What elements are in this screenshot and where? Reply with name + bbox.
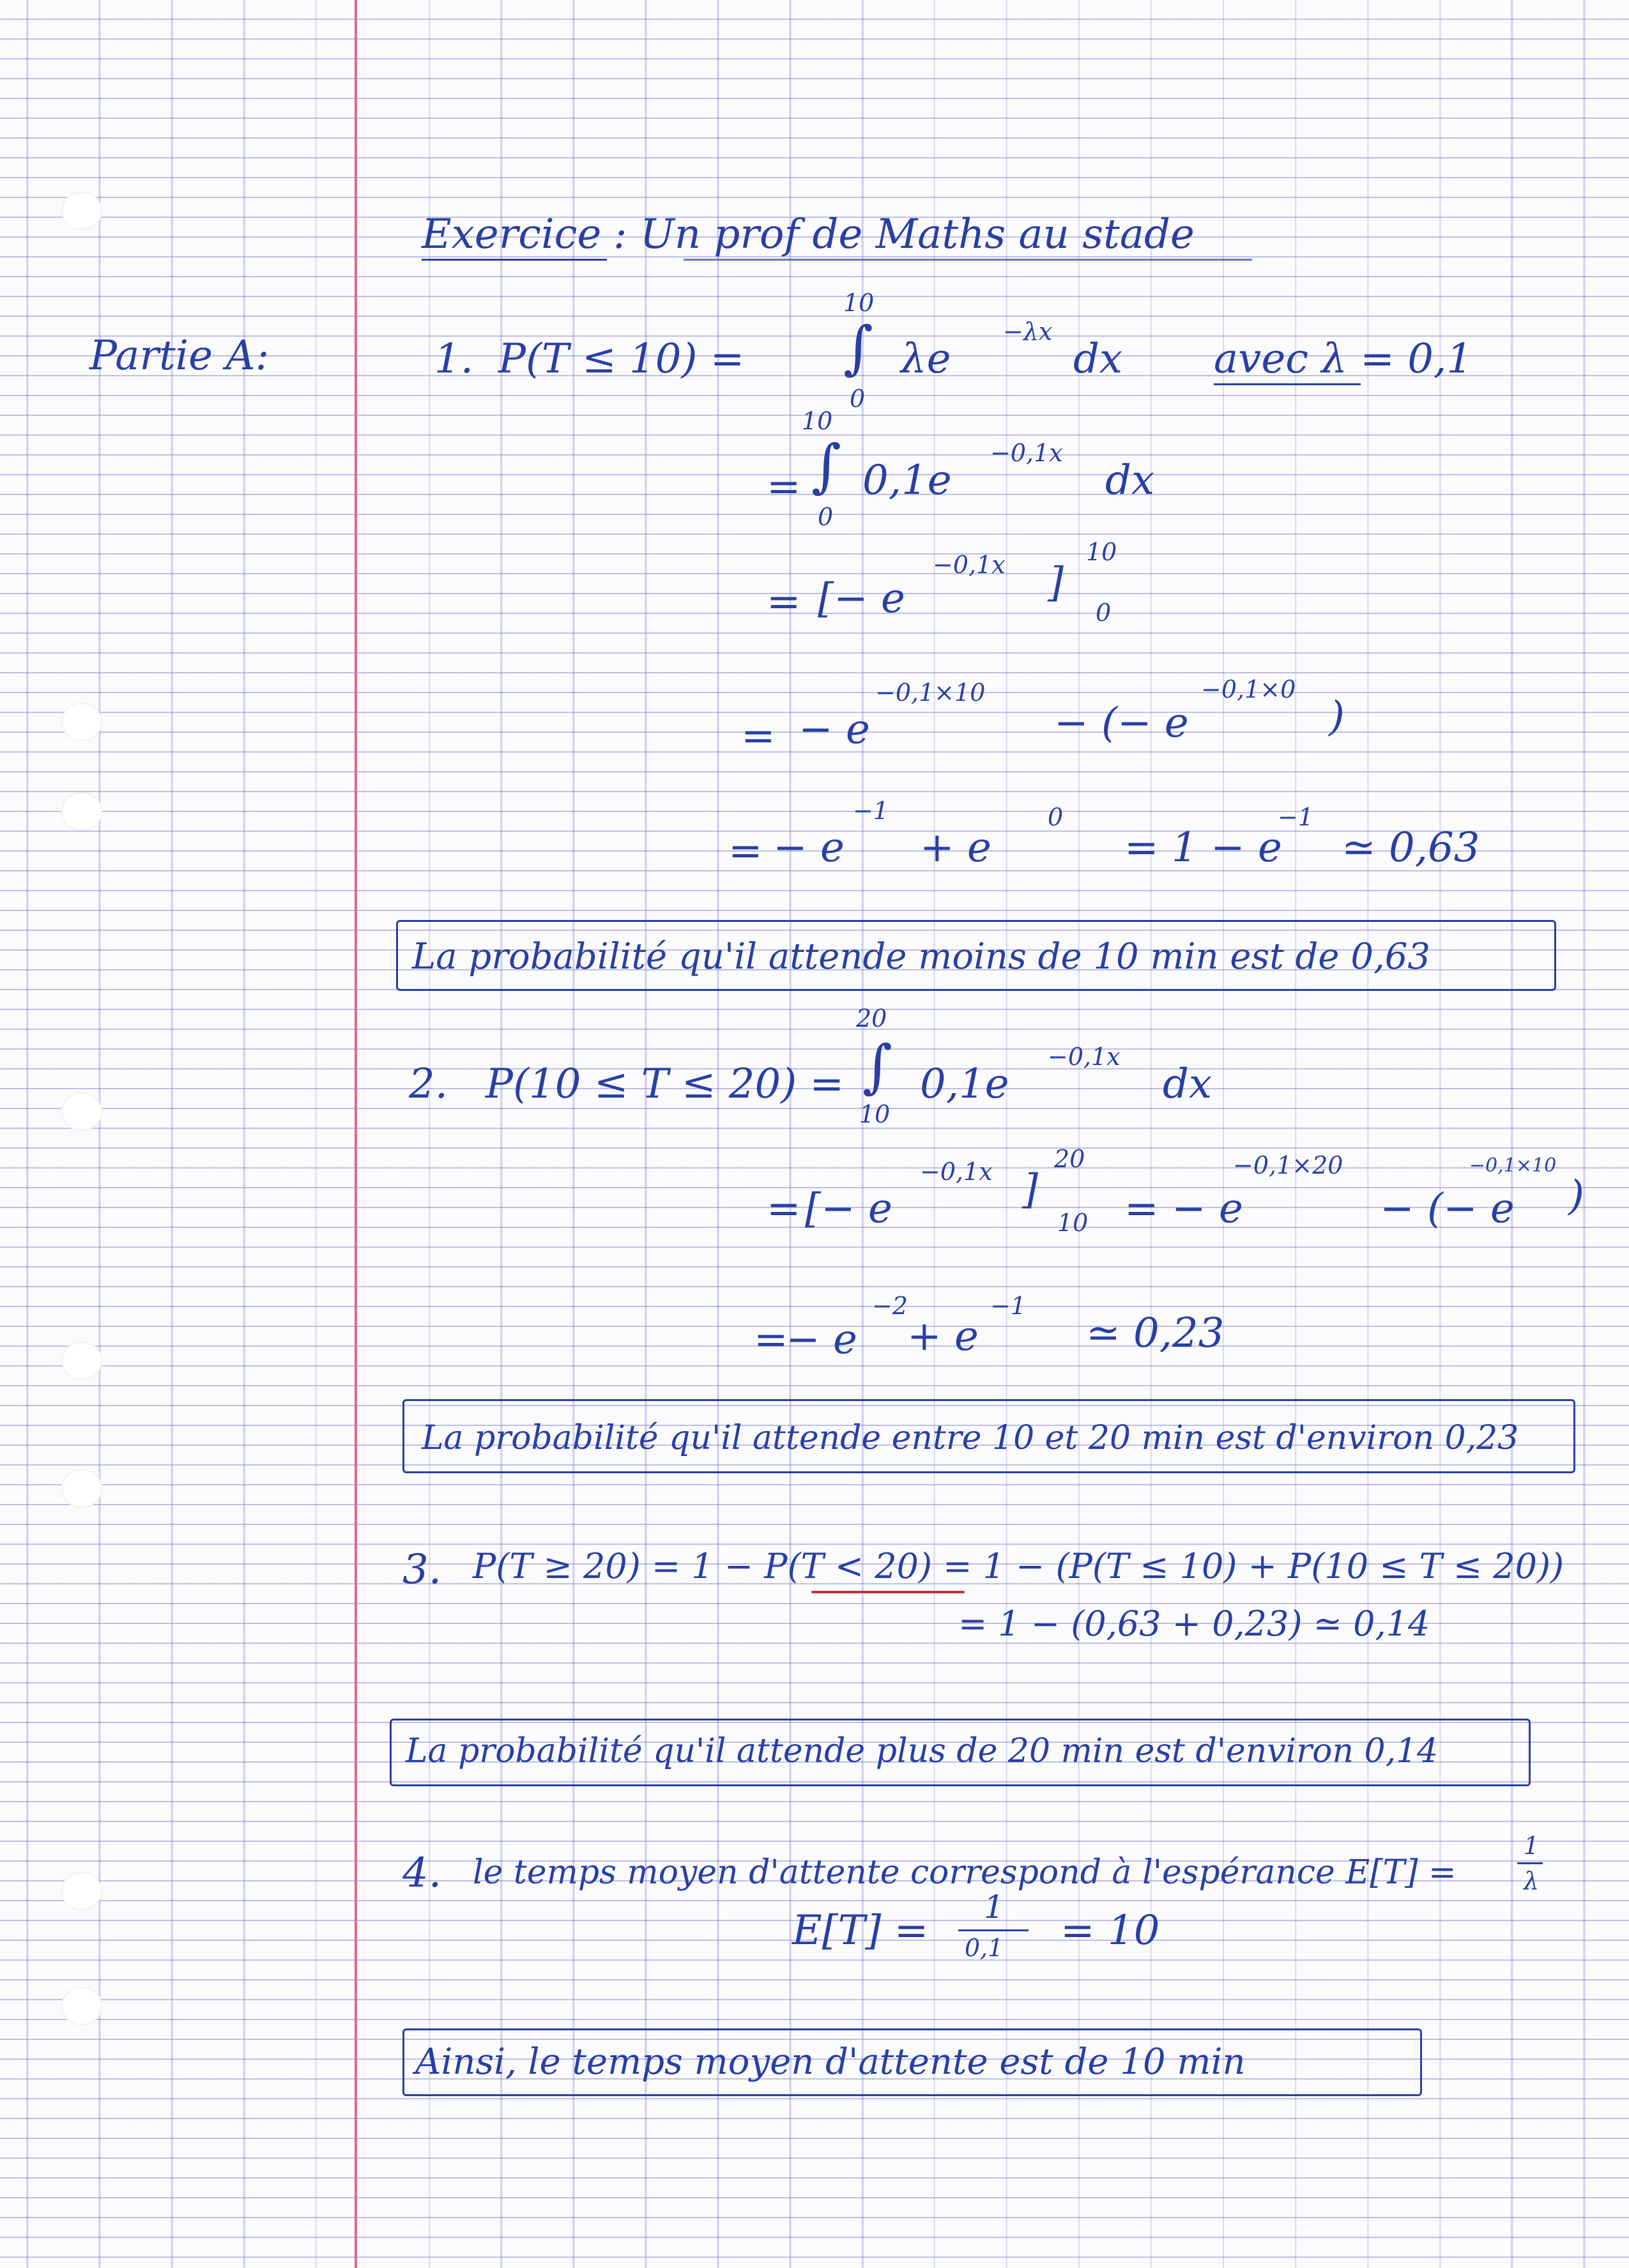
q1-line5-plus-exp: 0 bbox=[1048, 803, 1064, 831]
exercise-title-rest: : Un prof de Maths au stade bbox=[613, 211, 1195, 258]
q2-lhs: P(10 ≤ T ≤ 20) = bbox=[486, 1061, 845, 1108]
q2-line2-exp3: −0,1×10 bbox=[1469, 1154, 1557, 1177]
q4-answer: Ainsi, le temps moyen d'attente est de 10 min bbox=[415, 2041, 1246, 2083]
note-underline bbox=[1214, 383, 1361, 385]
q1-lhs: P(T ≤ 10) = bbox=[498, 335, 745, 383]
q2-line3-b-exp: −1 bbox=[990, 1292, 1027, 1320]
q1-integrand: λe bbox=[901, 335, 951, 383]
q3-line1: P(T ≥ 20) = 1 − P(T < 20) = 1 − (P(T ≤ 10) + P(10 ≤ T ≤ 20)) bbox=[473, 1546, 1564, 1586]
q2-line2-upper: 20 bbox=[1054, 1145, 1085, 1173]
q2-lower-bound: 10 bbox=[859, 1100, 891, 1128]
q3-line2: = 1 − (0,63 + 0,23) ≃ 0,14 bbox=[958, 1604, 1430, 1644]
q1-line4-a-exp: −0,1×10 bbox=[875, 678, 986, 707]
q1-line2-integrand: 0,1e bbox=[862, 457, 952, 504]
q4-frac1-den: λ bbox=[1524, 1867, 1540, 1895]
q1-line4-b: − (− e bbox=[1054, 700, 1189, 747]
title-underline-2 bbox=[684, 259, 1252, 261]
q1-line5-mid-exp: −1 bbox=[1278, 803, 1314, 831]
q1-line5-mid: = 1 − e bbox=[1124, 824, 1282, 871]
q1-line5-eq: = bbox=[728, 827, 763, 875]
q4-number: 4. bbox=[402, 1850, 442, 1897]
q1-line2-exp: −0,1x bbox=[990, 439, 1063, 467]
q2-line3-a: − e bbox=[786, 1316, 857, 1363]
title-underline bbox=[422, 259, 607, 261]
q2-line2-lower: 10 bbox=[1057, 1209, 1089, 1237]
q1-upper-bound: 10 bbox=[843, 289, 875, 317]
q2-exponent: −0,1x bbox=[1048, 1043, 1120, 1071]
exercise-title-label: Exercice bbox=[422, 211, 602, 258]
q1-line4-close: ) bbox=[1329, 693, 1345, 740]
q1-exponent: −λx bbox=[1003, 318, 1053, 346]
q3-number: 3. bbox=[402, 1546, 442, 1593]
q2-line2-body: [− e bbox=[805, 1185, 892, 1232]
binder-hole bbox=[61, 1092, 102, 1131]
integral-sign-1: ∫ bbox=[843, 314, 873, 381]
q1-note: avec λ = 0,1 bbox=[1214, 335, 1473, 383]
q1-dx: dx bbox=[1073, 335, 1123, 383]
q1-line3-close: ] bbox=[1048, 559, 1064, 606]
q2-upper-bound: 20 bbox=[856, 1004, 887, 1032]
section-label: Partie A: bbox=[89, 332, 270, 379]
binder-hole bbox=[61, 703, 102, 741]
q4-line1: le temps moyen d'attente correspond à l'espérance E[T] = bbox=[473, 1853, 1457, 1892]
q2-line3-b: + e bbox=[907, 1313, 979, 1360]
q3-answer: La probabilité qu'il attende plus de 20 min est d'environ 0,14 bbox=[406, 1732, 1439, 1770]
q4-frac2-bar bbox=[958, 1929, 1029, 1931]
q2-line2-eq2: = − e bbox=[1124, 1185, 1243, 1232]
q2-line2-tail: − (− e bbox=[1380, 1185, 1515, 1232]
q1-answer: La probabilité qu'il attende moins de 10 min est de 0,63 bbox=[412, 936, 1431, 977]
margin-line bbox=[355, 0, 357, 2268]
integral-sign-3: ∫ bbox=[862, 1033, 892, 1100]
binder-hole bbox=[61, 192, 102, 230]
q1-line4-a: − e bbox=[799, 706, 870, 753]
q2-line2-eq: = bbox=[767, 1185, 801, 1232]
q2-dx: dx bbox=[1163, 1061, 1212, 1108]
q1-line4-b-exp: −0,1×0 bbox=[1201, 675, 1296, 703]
q1-line2-lower: 0 bbox=[818, 503, 834, 531]
q2-answer: La probabilité qu'il attende entre 10 et 20 min est d'environ 0,23 bbox=[422, 1419, 1519, 1457]
q4-frac1-bar bbox=[1517, 1862, 1543, 1864]
red-emphasis-underline bbox=[811, 1591, 965, 1593]
q2-line3-result: ≃ 0,23 bbox=[1086, 1310, 1225, 1357]
binder-hole bbox=[61, 1987, 102, 2025]
q1-line2-eq: = bbox=[767, 463, 801, 510]
q1-line5-a-exp: −1 bbox=[853, 797, 889, 825]
q2-integrand: 0,1e bbox=[920, 1061, 1009, 1108]
q1-line3-lower: 0 bbox=[1096, 599, 1112, 627]
binder-hole bbox=[61, 1342, 102, 1380]
q1-line5-a: − e bbox=[773, 824, 845, 871]
q1-line2-dx: dx bbox=[1105, 457, 1155, 504]
q2-number: 2. bbox=[409, 1061, 448, 1108]
binder-hole bbox=[61, 1872, 102, 1910]
q4-line2-lhs: E[T] = bbox=[792, 1907, 929, 1954]
q1-line3-exp: −0,1x bbox=[933, 551, 1006, 579]
q2-line2-close: ] bbox=[1022, 1166, 1038, 1213]
binder-hole bbox=[61, 1469, 102, 1508]
q2-line3-eq: = bbox=[754, 1316, 788, 1363]
q2-line2-exp2: −0,1×20 bbox=[1233, 1151, 1343, 1179]
q4-frac1-num: 1 bbox=[1524, 1832, 1540, 1860]
q4-frac2-num: 1 bbox=[984, 1889, 1004, 1926]
q1-line3-body: [− e bbox=[818, 575, 905, 622]
q1-lower-bound: 0 bbox=[850, 385, 866, 413]
integral-sign-2: ∫ bbox=[811, 433, 841, 500]
q1-line5-plus: + e bbox=[920, 824, 991, 871]
q2-line2-tail-close: ) bbox=[1568, 1172, 1584, 1220]
q1-line3-upper: 10 bbox=[1086, 538, 1117, 566]
q1-line5-result: ≃ 0,63 bbox=[1342, 824, 1480, 871]
q4-frac2-den: 0,1 bbox=[965, 1934, 1004, 1962]
q1-number: 1. bbox=[434, 335, 474, 383]
q1-line2-upper: 10 bbox=[802, 407, 833, 435]
q2-line3-a-exp: −2 bbox=[872, 1292, 908, 1320]
binder-hole bbox=[61, 792, 102, 831]
q1-line4-eq: = bbox=[741, 712, 776, 760]
q1-line3-eq: = bbox=[767, 578, 801, 625]
q4-line2-result: = 10 bbox=[1060, 1907, 1160, 1954]
q2-line2-exp: −0,1x bbox=[920, 1158, 993, 1186]
